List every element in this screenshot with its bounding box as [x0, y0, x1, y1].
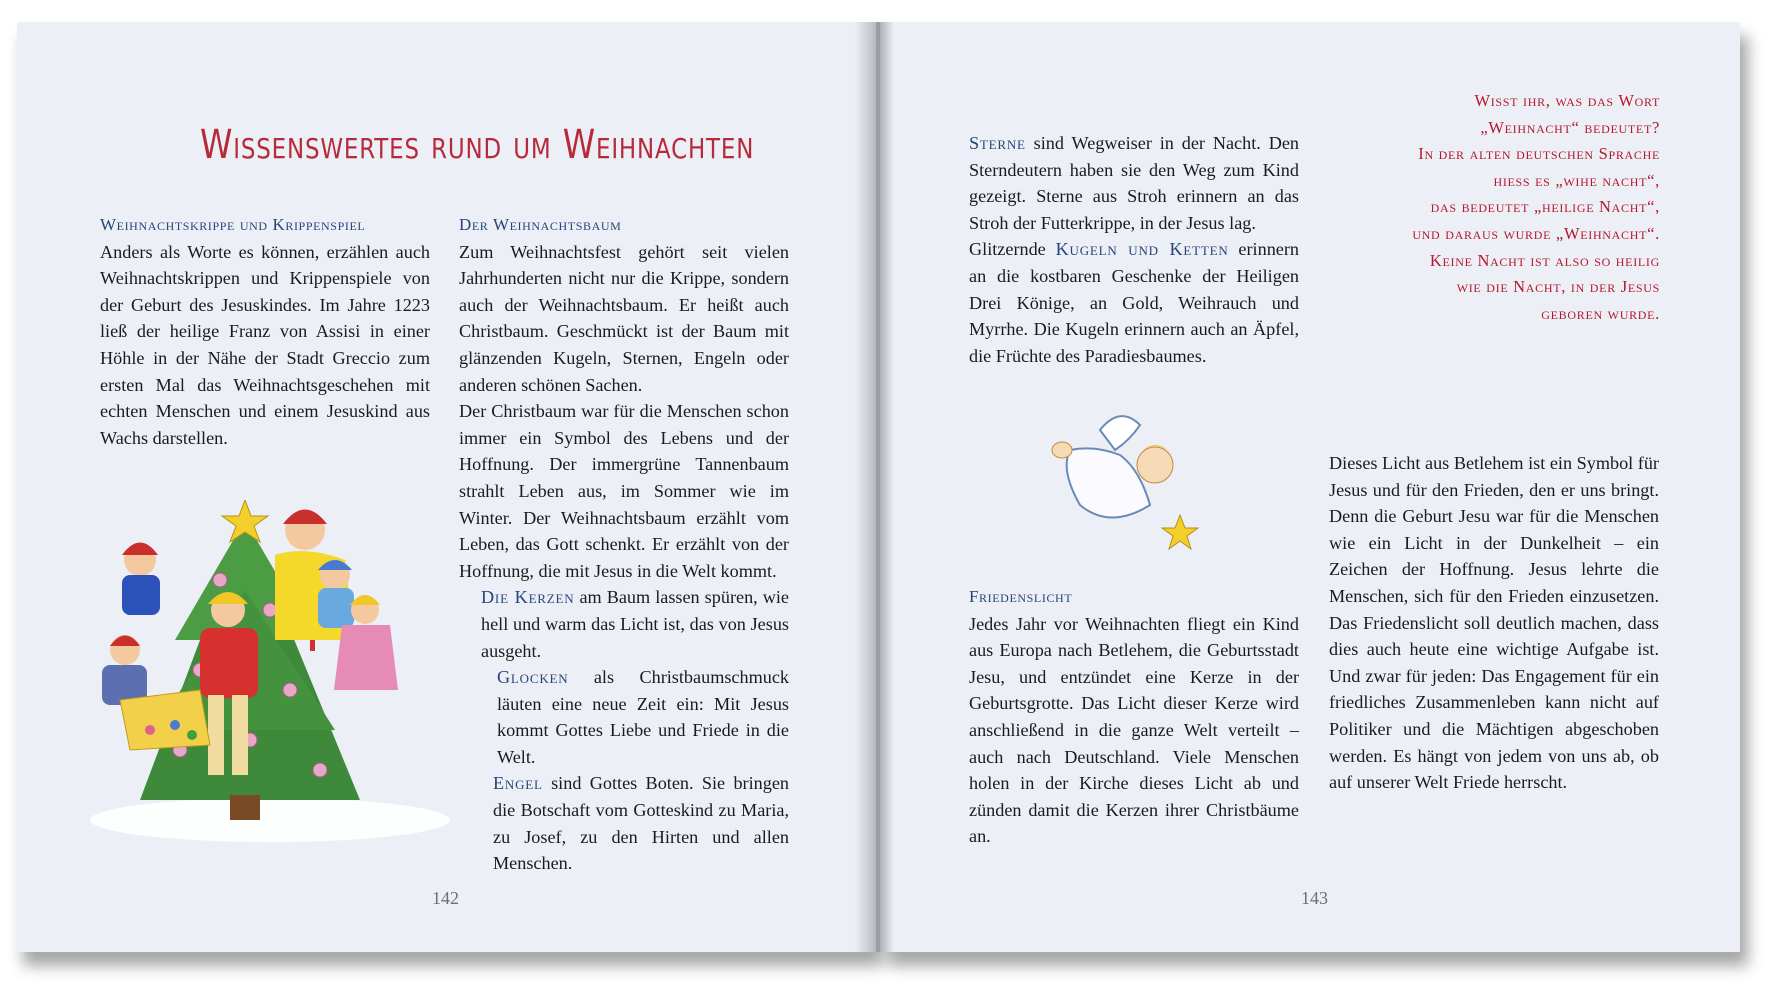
page-title: Wissenswertes rund um Weihnachten	[200, 122, 755, 168]
friedenslicht-continued-column	[1329, 450, 1659, 796]
book-spine	[876, 22, 880, 952]
glocken-paragraph	[459, 664, 789, 770]
quote-line: wie die Nacht, in der Jesus	[1456, 277, 1660, 297]
weihnachtsbaum-column	[459, 212, 789, 877]
kugeln-keyword: Kugeln und Ketten	[1055, 239, 1229, 260]
quote-line: Keine Nacht ist also so heilig	[1429, 250, 1660, 270]
krippe-heading: Weihnachtskrippe und Krippenspiel	[100, 215, 366, 234]
sterne-text: sind Wegweiser in der Nacht. Den Sterndeutern haben sie den Weg zum Kind gezeigt. Sterne aus Stroh erinnern an das Stroh der Futterkrippe, in der Jesus lag.	[969, 133, 1299, 233]
angel-illustration	[1040, 410, 1200, 550]
quote-line: und daraus wurde „Weihnacht“.	[1412, 223, 1660, 243]
kerzen-keyword: Die Kerzen	[481, 587, 575, 608]
quote-line: das bedeutet „heilige Nacht“,	[1430, 197, 1660, 217]
quote-line: „Weihnacht“ bedeutet?	[1480, 117, 1660, 137]
sterne-keyword: Sterne	[969, 133, 1026, 153]
friedenslicht-text: Jedes Jahr vor Weihnachten fliegt ein Kind aus Europa nach Betlehem, die Geburtsstadt Jesu, und entzündet eine Kerze in der Geburtsgrotte. Das Licht dieser Kerze wird anschließend in die ganze Welt verteilt – auch nach Deutschland. Viele Menschen holen in der Kirche dieses Licht ab und zünden damit die Kerzen ihrer Christbäume an.	[969, 613, 1299, 847]
weihnachtsbaum-paragraph-1: Zum Weihnachtsfest gehört seit vielen Jahrhunderten nicht nur die Krippe, sondern auch der Weihnachtsbaum. Er heißt auch Christbaum. Geschmückt ist der Baum mit glänzenden Kugeln, Sternen, Engeln oder anderen schönen Sachen.	[459, 241, 789, 395]
glocken-text: als Christbaumschmuck läuten eine neue Zeit ein: Mit Jesus kommt Gottes Liebe und Friede in die Welt.	[497, 667, 789, 767]
kerzen-paragraph	[459, 584, 789, 664]
kugeln-text: erinnern an die kostbaren Geschenke der Heiligen Drei Könige, an Gold, Weihrauch und Myrrhe. Die Kugeln erinnern auch an Äpfel, die Früchte des Paradiesbaumes.	[969, 239, 1300, 366]
gutter-shadow-left	[855, 22, 877, 952]
quote-line: geboren wurde.	[1541, 303, 1660, 323]
friedenslicht-continued-text: Dieses Licht aus Betlehem ist ein Symbol für Jesus und für den Frieden, den er uns bringt. Denn die Geburt Jesu war für die Menschen wie ein Licht in der Dunkelheit – ein Zeichen der Hoffnung. Jesus lehrte die Menschen, sich für den Frieden einzusetzen. Das Friedenslicht soll deutlich machen, dass dies auch heute eine wichtige Aufgabe ist. Und zwar für jeden: Das Engagement für ein friedliches Zusammenleben kann nicht auf Politiker und die Mächtigen abgeschoben werden. Es hängt von jedem von uns ab, ob auf unserer Welt Friede herrscht.	[1329, 453, 1659, 793]
kugeln-paragraph	[969, 236, 1299, 369]
page-number-left: 142	[432, 888, 459, 908]
glocken-keyword: Glocken	[497, 667, 569, 688]
christmas-tree-illustration	[80, 500, 460, 850]
kugeln-prefix: Glitzernde	[969, 239, 1046, 260]
sterne-column	[969, 130, 1299, 369]
krippe-column	[100, 212, 430, 451]
quote-line: In der alten deutschen Sprache	[1418, 144, 1660, 164]
quote-line: hiess es „wihe nacht“,	[1493, 170, 1660, 190]
kerzen-text: am Baum lassen spüren, wie hell und warm das Licht ist, das von Jesus ausgeht.	[481, 587, 790, 661]
weihnachtsbaum-heading: Der Weihnachtsbaum	[459, 215, 622, 234]
engel-paragraph	[459, 770, 789, 876]
krippe-text: Anders als Worte es können, erzählen auch Weihnachtskrippen und Krippenspiele von der Geburt des Jesuskindes. Im Jahre 1223 ließ der heilige Franz von Assisi in einer Höhle in der Nähe der Stadt Greccio zum ersten Mal das Weihnachtsgeschehen mit echten Menschen und einem Jesuskind aus Wachs darstellen.	[100, 241, 430, 448]
friedenslicht-column	[969, 584, 1299, 850]
gutter-shadow-right	[880, 22, 894, 952]
weihnacht-quote-box	[1360, 88, 1660, 327]
weihnachtsbaum-paragraph-2: Der Christbaum war für die Menschen schon immer ein Symbol des Lebens und der Hoffnung. Der immergrüne Tannenbaum strahlt Leben aus, im Sommer wie im Winter. Der Weihnachtsbaum erzählt vom Leben, das Gott schenkt. Er erzählt von der Hoffnung, die mit Jesus in die Welt kommt.	[459, 401, 789, 581]
engel-keyword: Engel	[493, 773, 543, 794]
page-number-right: 143	[1301, 888, 1328, 908]
sterne-paragraph	[969, 130, 1299, 236]
engel-text: sind Gottes Boten. Sie bringen die Botschaft vom Gotteskind zu Maria, zu Josef, zu den Hirten und allen Menschen.	[493, 773, 790, 874]
friedenslicht-heading: Friedenslicht	[969, 587, 1073, 606]
quote-line: Wisst ihr, was das Wort	[1474, 91, 1660, 110]
